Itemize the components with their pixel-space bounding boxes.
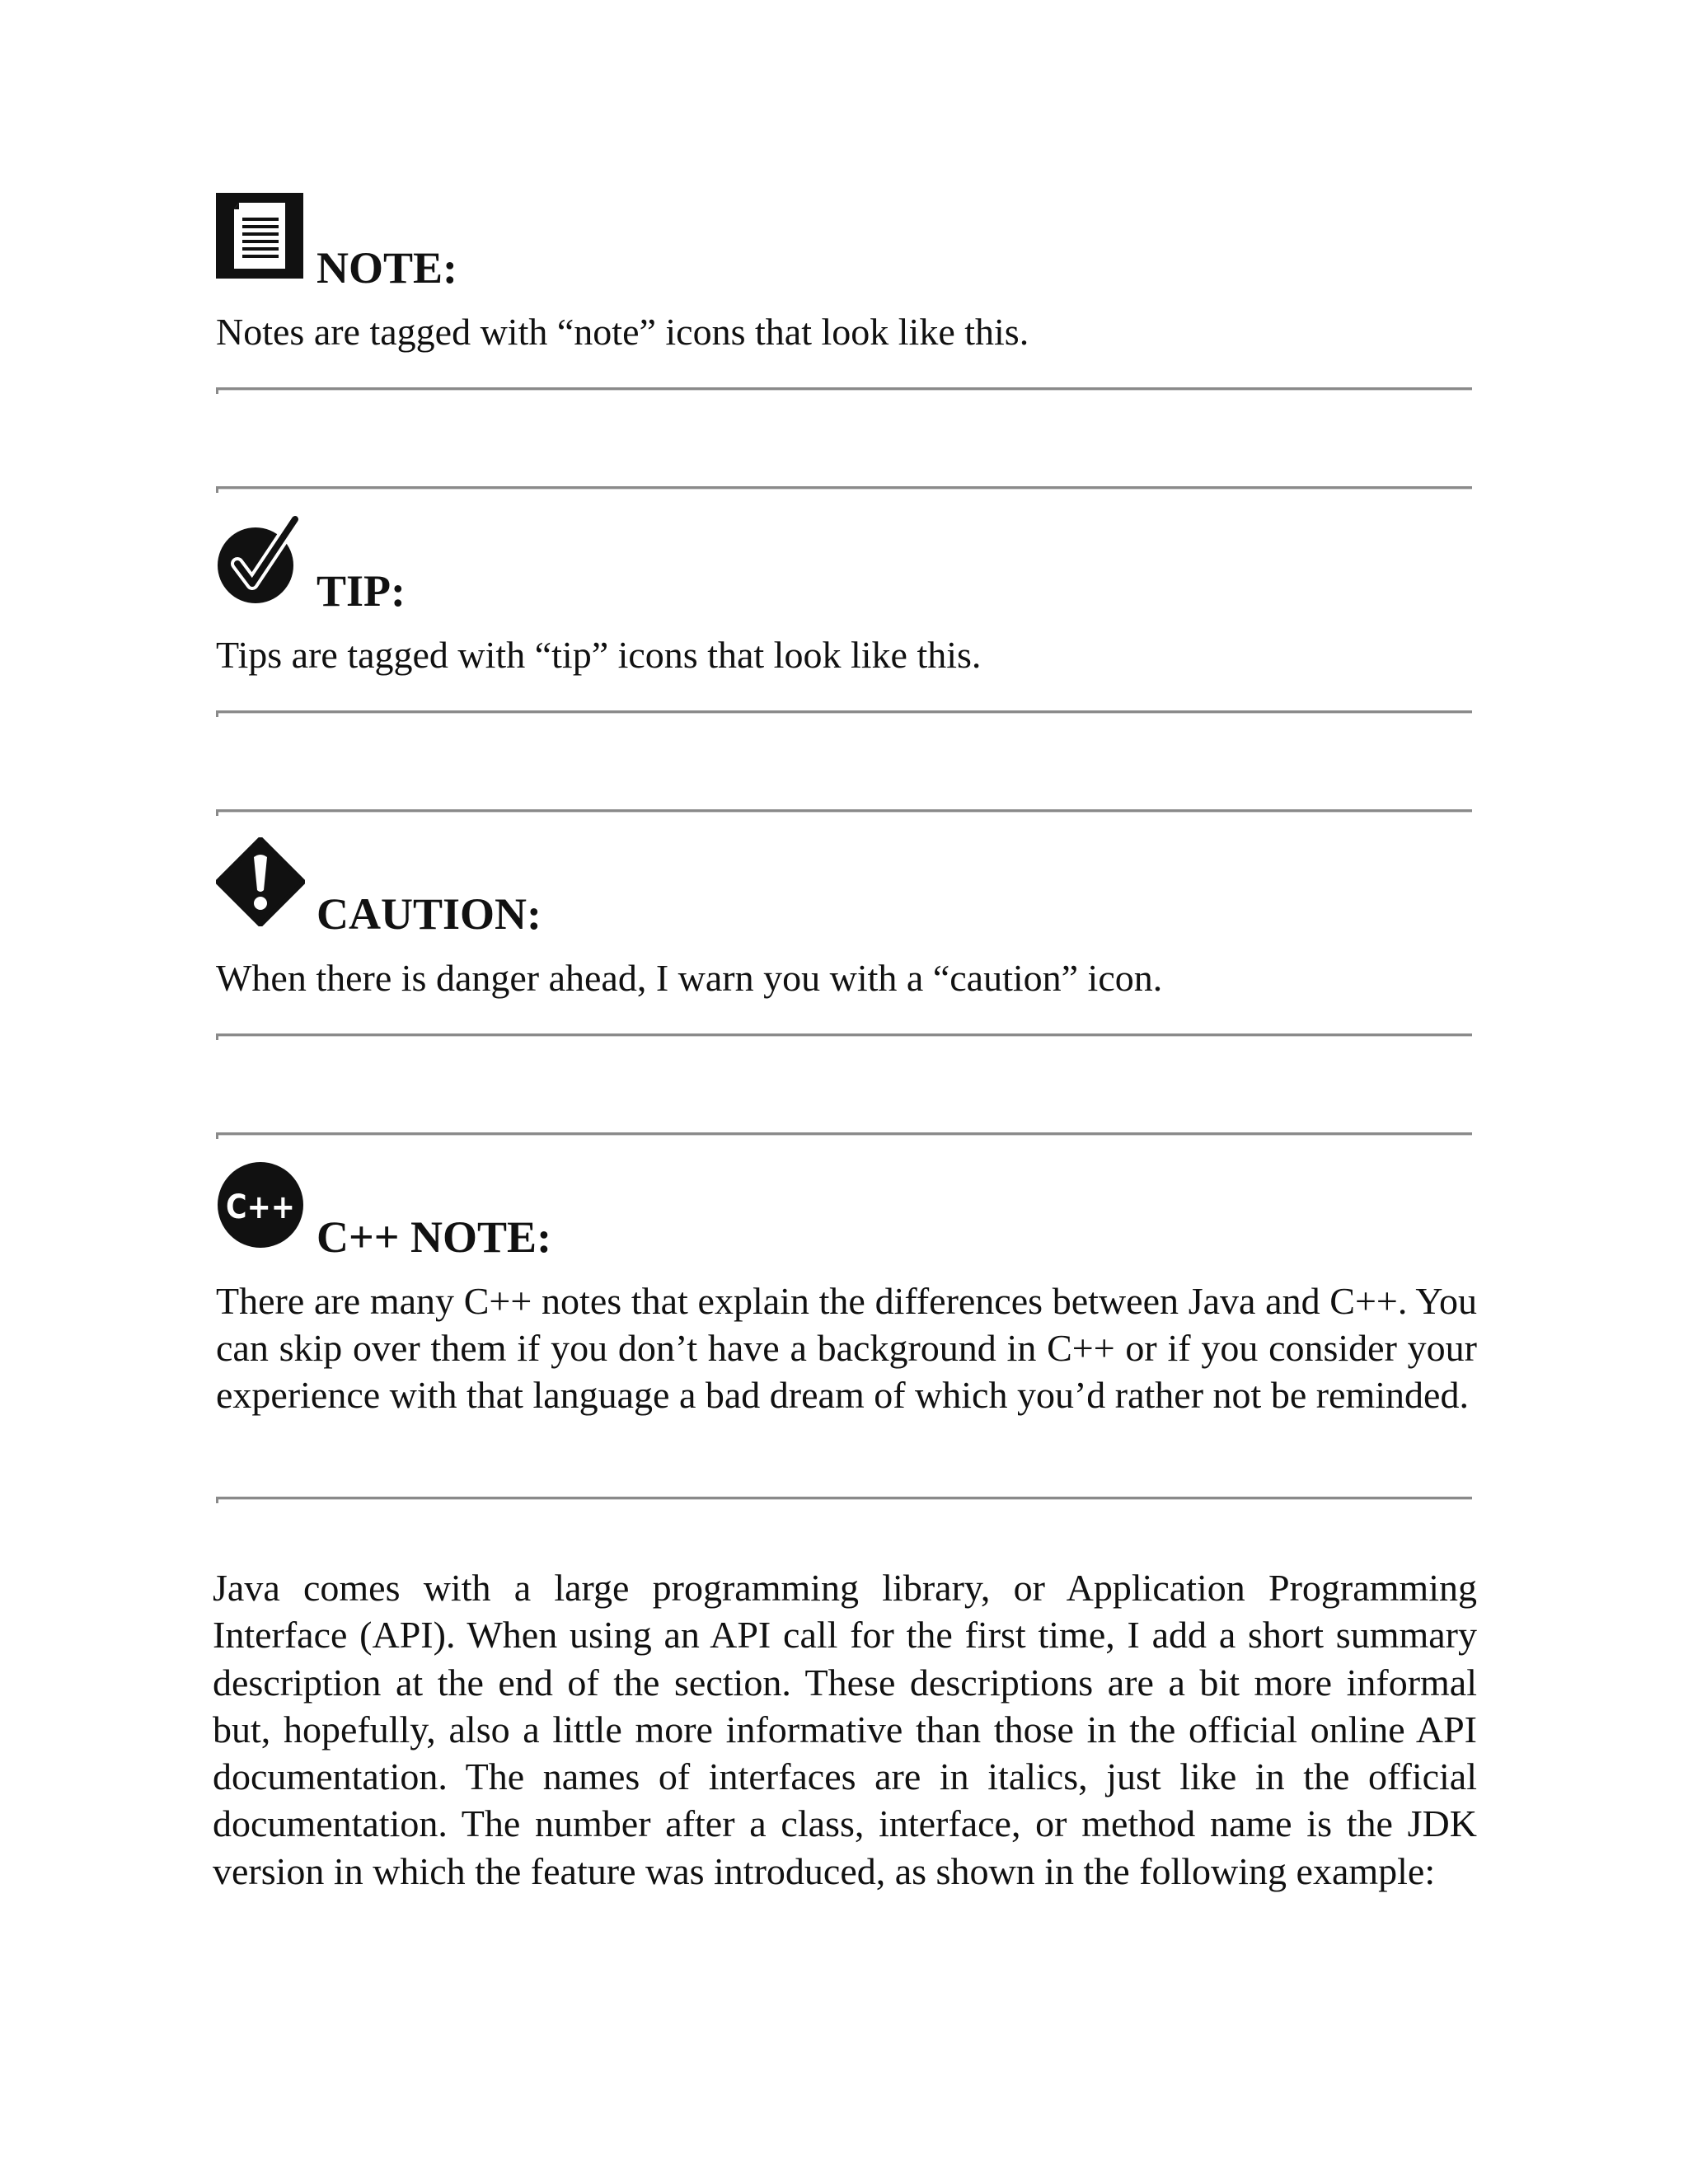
check-mark-icon [216, 514, 305, 603]
note-document-icon [216, 191, 305, 280]
note-body: Notes are tagged with “note” icons that look like this. [216, 311, 1029, 353]
caution-top-rule [216, 809, 1472, 813]
tip-callout-header [216, 514, 1477, 616]
cpp-note-callout [216, 1160, 1477, 1418]
caution-body: When there is danger ahead, I warn you with a “caution” icon. [216, 957, 1163, 999]
cpp-note-title: C++ NOTE: [316, 1212, 552, 1262]
note-callout-header [216, 191, 1477, 293]
note-title: NOTE: [316, 243, 458, 293]
caution-exclamation-icon [216, 837, 305, 926]
tip-bottom-rule [216, 710, 1472, 714]
cpp-note-body: There are many C++ notes that explain the differences between Java and C++. You can skip over them if you don’t have a background in C++ or if you consider your experience with that language a bad dream of which you’d rather not be reminded. [216, 1280, 1477, 1416]
note-callout [216, 191, 1477, 355]
tip-callout [216, 514, 1477, 678]
cpp-note-top-rule [216, 1132, 1472, 1136]
note-bottom-rule [216, 387, 1472, 391]
api-paragraph: Java comes with a large programming library, or Application Programming Interface (API). When using an API call for the first time, I add a short summary description at the end of the section. These descriptions are a bit more informal but, hopefully, also a little more informative than those in the official online API documentation. The names of interfaces are in italics, just like in the official documentation. The number after a class, interface, or method name is the JDK version in which the feature was introduced, as shown in the following example: [213, 1567, 1477, 1892]
tip-title: TIP: [316, 566, 406, 616]
caution-bottom-rule [216, 1033, 1472, 1037]
caution-title: CAUTION: [316, 889, 542, 939]
caution-callout-header [216, 837, 1477, 939]
caution-callout [216, 837, 1477, 1001]
tip-top-rule [216, 486, 1472, 490]
cpp-note-bottom-rule [216, 1497, 1472, 1500]
cpp-note-icon-text: C++ [226, 1188, 295, 1226]
cpp-note-icon [216, 1160, 305, 1249]
tip-body: Tips are tagged with “tip” icons that look like this. [216, 634, 982, 676]
cpp-note-callout-header [216, 1160, 1477, 1262]
